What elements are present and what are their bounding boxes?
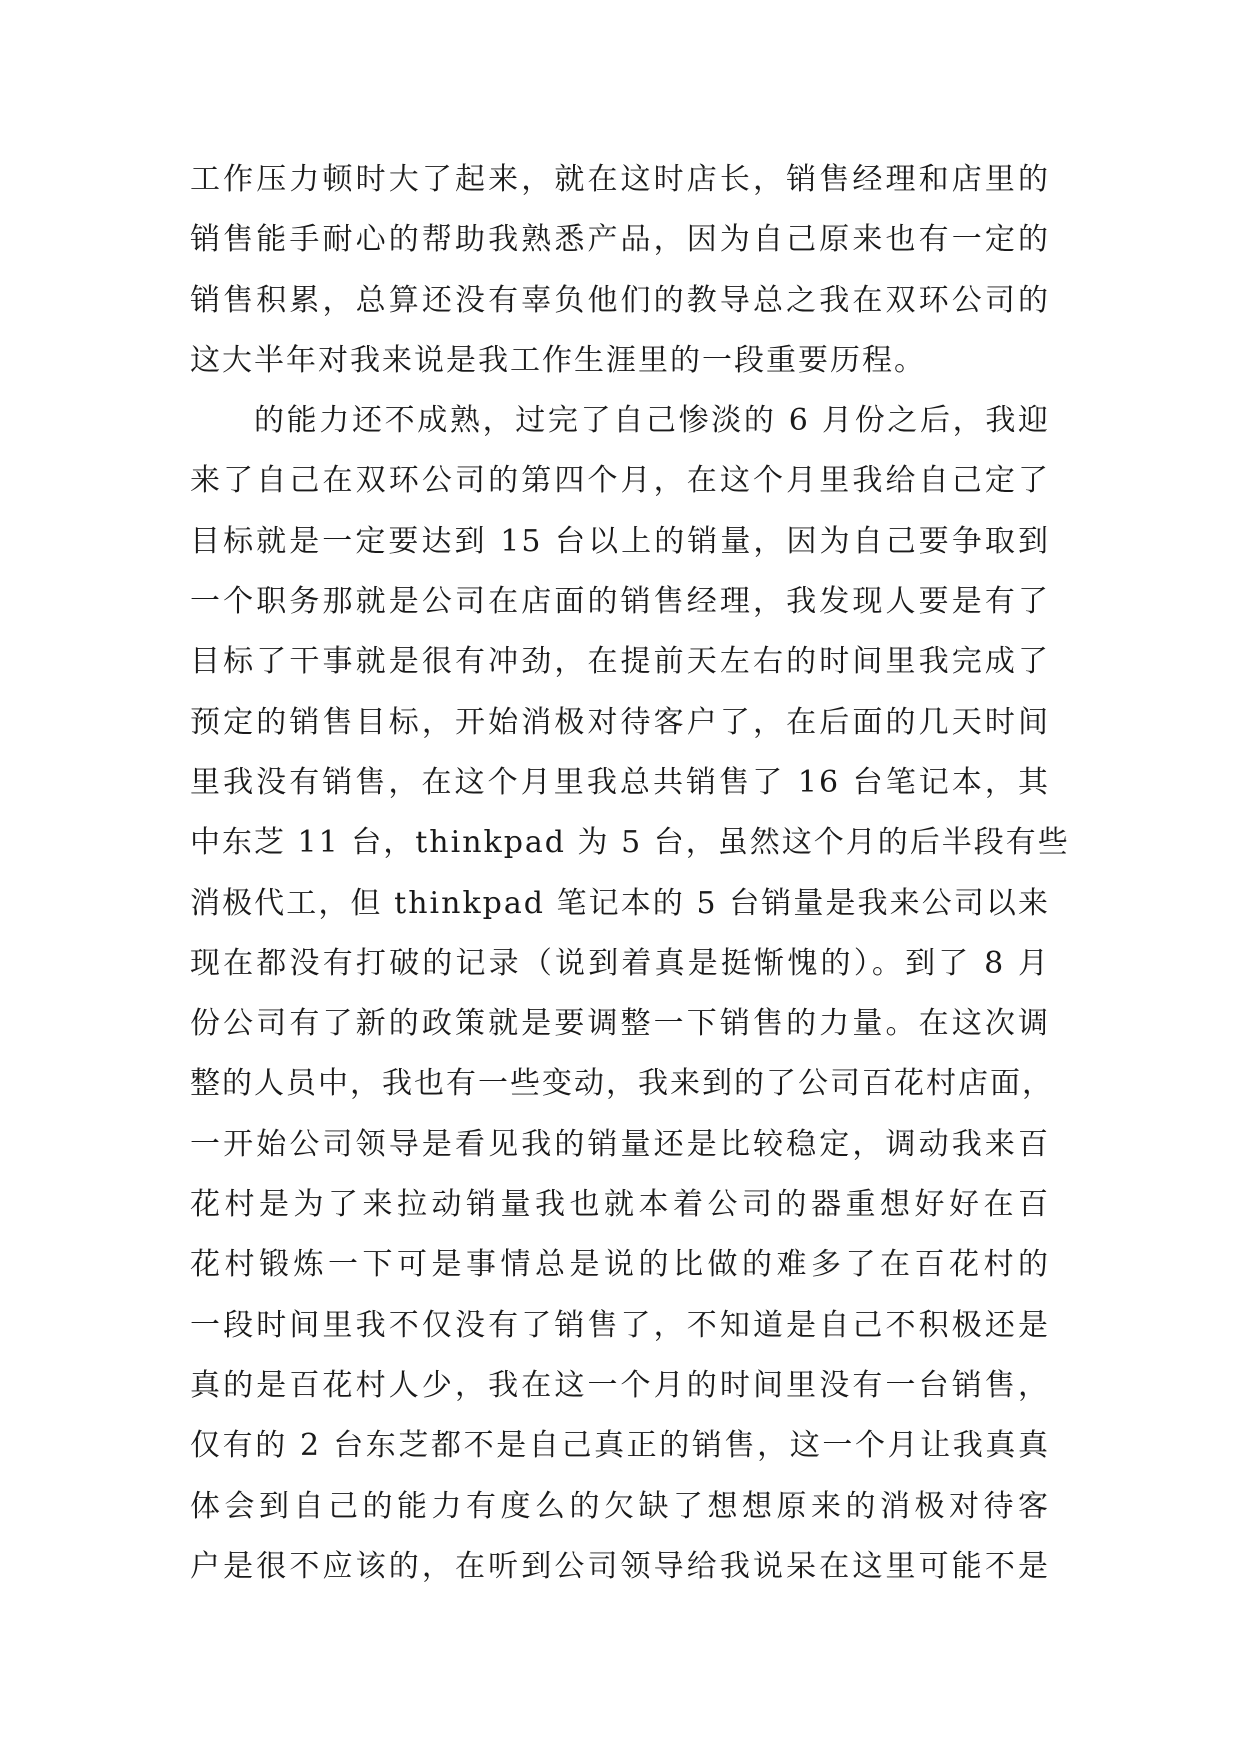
text-line: 户是很不应该的，在听到公司领导给我说呆在这里可能不是 — [190, 1548, 1050, 1584]
text-line: 花村锻炼一下可是事情总是说的比做的难多了在百花村的 — [190, 1247, 1050, 1283]
text-line: 销售能手耐心的帮助我熟悉产品，因为自己原来也有一定的 — [190, 222, 1050, 258]
body-text — [190, 150, 1070, 1597]
text-line: 一个职务那就是公司在店面的销售经理，我发现人要是有了 — [190, 584, 1050, 620]
text-line: 里我没有销售，在这个月里我总共销售了 16 台笔记本，其 — [190, 764, 1050, 800]
text-line: 真的是百花村人少，我在这一个月的时间里没有一台销售， — [190, 1367, 1050, 1403]
paragraph-first-line: 的能力还不成熟，过完了自己惨淡的 6 月份之后，我迎 — [254, 403, 1050, 439]
text-line: 目标了干事就是很有冲劲，在提前天左右的时间里我完成了 — [190, 644, 1050, 680]
text-line: 一段时间里我不仅没有了销售了，不知道是自己不积极还是 — [190, 1307, 1050, 1343]
text-line: 整的人员中，我也有一些变动，我来到的了公司百花村店面， — [190, 1066, 1054, 1102]
text-line: 销售积累，总算还没有辜负他们的教导总之我在双环公司的 — [190, 282, 1050, 318]
text-line: 预定的销售目标，开始消极对待客户了，在后面的几天时间 — [190, 704, 1050, 740]
text-line: 现在都没有打破的记录（说到着真是挺惭愧的）。到了 8 月 — [190, 945, 1050, 981]
text-line: 份公司有了新的政策就是要调整一下销售的力量。在这次调 — [190, 1006, 1050, 1042]
text-line: 来了自己在双环公司的第四个月，在这个月里我给自己定了 — [190, 463, 1050, 499]
text-line: 中东芝 11 台，thinkpad 为 5 台，虽然这个月的后半段有些 — [190, 825, 1070, 861]
text-line: 体会到自己的能力有度么的欠缺了想想原来的消极对待客 — [190, 1488, 1050, 1524]
text-line: 这大半年对我来说是我工作生涯里的一段重要历程。 — [190, 342, 926, 378]
text-line: 消极代工，但 thinkpad 笔记本的 5 台销量是我来公司以来 — [190, 885, 1050, 921]
text-line: 目标就是一定要达到 15 台以上的销量，因为自己要争取到 — [190, 523, 1050, 559]
text-line: 花村是为了来拉动销量我也就本着公司的器重想好好在百 — [190, 1187, 1050, 1223]
text-line: 仅有的 2 台东芝都不是自己真正的销售，这一个月让我真真 — [190, 1428, 1050, 1464]
text-line: 工作压力顿时大了起来，就在这时店长，销售经理和店里的 — [190, 162, 1050, 197]
text-line: 一开始公司领导是看见我的销量还是比较稳定，调动我来百 — [190, 1126, 1050, 1162]
